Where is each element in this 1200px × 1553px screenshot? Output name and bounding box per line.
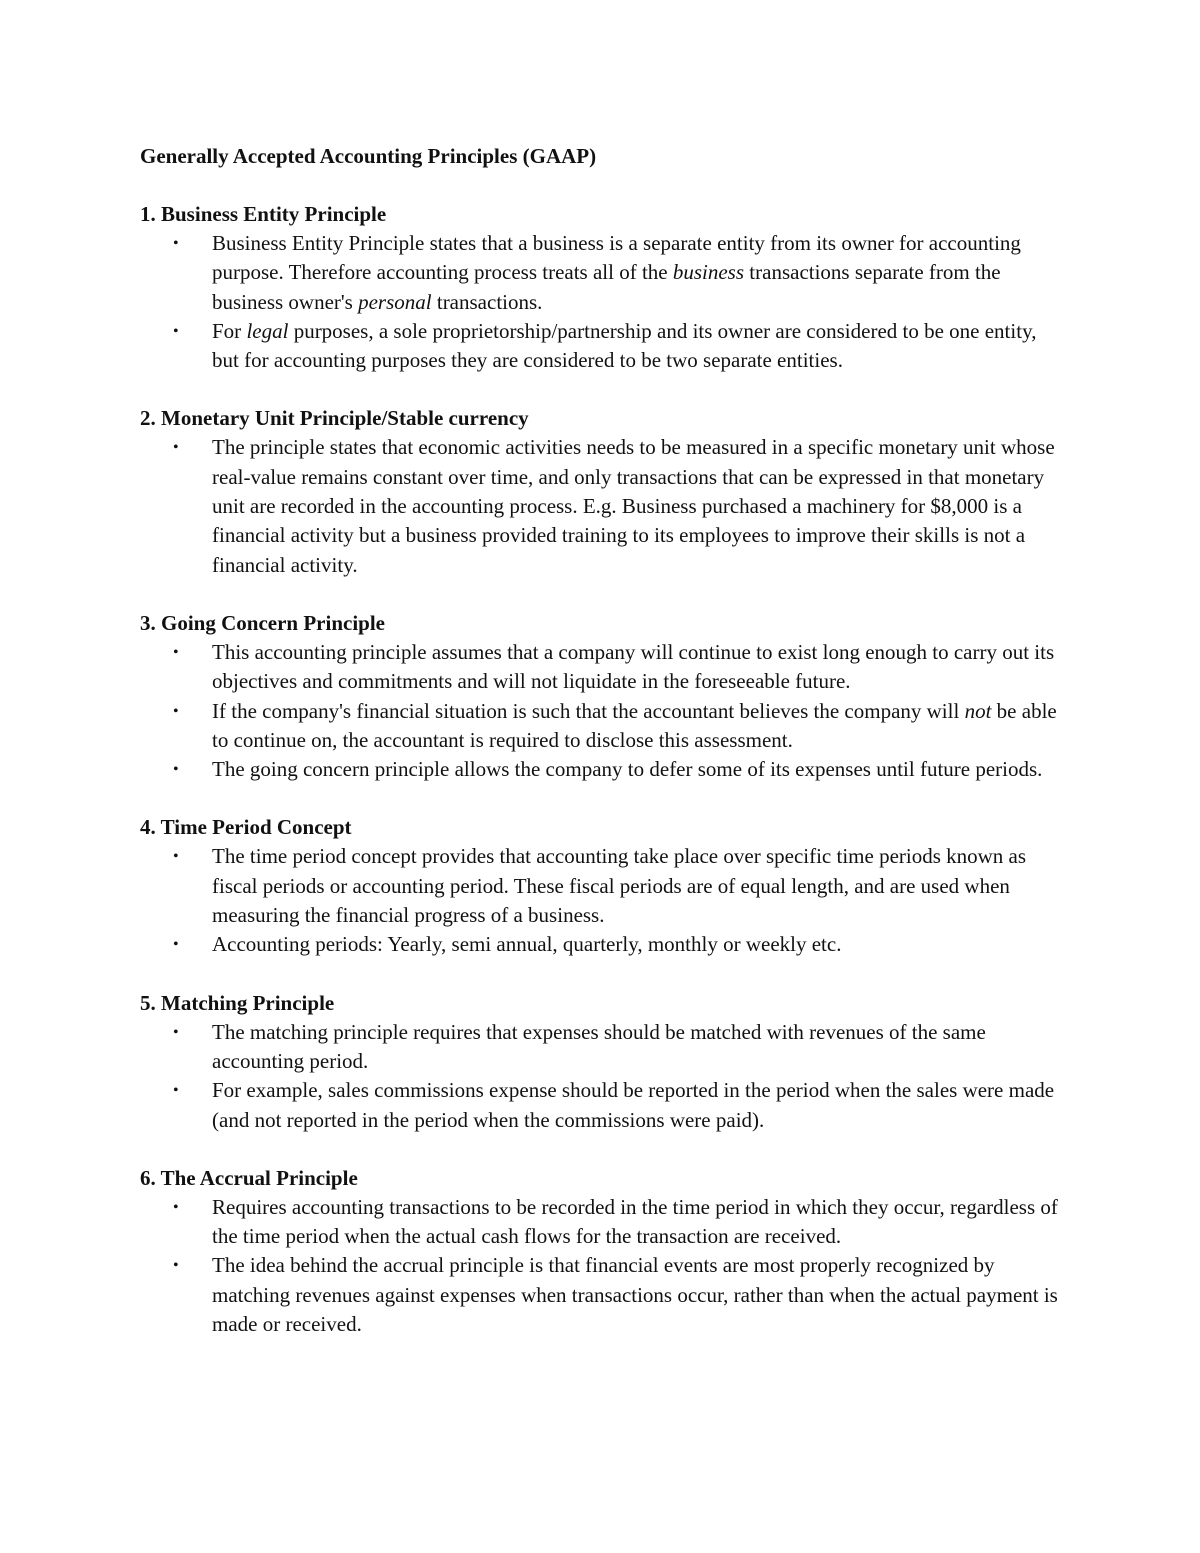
- bullet-icon: •: [173, 643, 179, 661]
- bullet-list: [140, 433, 1060, 579]
- bullet-text: be able to continue on, the accountant is required to disclose this assessment.: [212, 698, 1057, 752]
- bullet-item: [140, 1251, 1060, 1339]
- bullet-item: [140, 1018, 1060, 1077]
- section-3: [140, 609, 1060, 784]
- section-heading: 2. Monetary Unit Principle/Stable currency: [140, 406, 529, 431]
- bullet-list: [140, 842, 1060, 959]
- section-5: [140, 989, 1060, 1135]
- bullet-text: The principle states that economic activities needs to be measured in a specific monetary unit whose real-value remains constant over time, and only transactions that can be expressed in that monetary unit are recorded in the accounting process. E.g. Business purchased a machinery for $8,000 is a financial activity but a business provided training to its employees to improve their skills is not a financial activity.: [212, 435, 1055, 577]
- section-6: [140, 1164, 1060, 1339]
- bullet-icon: •: [173, 936, 179, 954]
- emphasized-text: personal: [358, 289, 432, 314]
- emphasized-text: legal: [246, 318, 289, 343]
- bullet-text: The matching principle requires that expenses should be matched with revenues of the same accounting period.: [212, 1019, 986, 1073]
- emphasized-text: business: [672, 260, 745, 285]
- bullet-icon: •: [173, 702, 179, 720]
- bullet-list: [140, 229, 1060, 375]
- bullet-icon: •: [173, 848, 179, 866]
- section-heading: 4. Time Period Concept: [140, 815, 352, 840]
- bullet-list: [140, 1193, 1060, 1339]
- bullet-text: transactions separate from the business owner's: [212, 260, 1001, 314]
- bullet-item: [140, 229, 1060, 317]
- bullet-list: [140, 638, 1060, 784]
- bullet-text: Accounting periods: Yearly, semi annual, quarterly, monthly or weekly etc.: [212, 932, 842, 957]
- section-2: [140, 404, 1060, 579]
- bullet-icon: •: [173, 235, 179, 252]
- bullet-text: The time period concept provides that accounting take place over specific time periods known as fiscal periods or accounting period. These fiscal periods are of equal length, and are used when measuring the financial progress of a business.: [212, 844, 1027, 928]
- bullet-text: transactions.: [431, 289, 543, 314]
- bullet-text: purposes, a sole proprietorship/partnership and its owner are considered to be one entity, but for accounting purposes they are considered to be two separate entities.: [212, 318, 1037, 373]
- bullet-item: [140, 842, 1060, 930]
- document-title: Generally Accepted Accounting Principles (GAAP): [140, 144, 597, 168]
- bullet-text: For example, sales commissions expense should be reported in the period when the sales were made (and not reported in the period when the commissions were paid).: [212, 1078, 1055, 1132]
- bullet-icon: •: [173, 1023, 179, 1041]
- bullet-icon: •: [173, 761, 179, 779]
- section-4: [140, 813, 1060, 959]
- bullet-text: If the company's financial situation is such that the accountant believes the company will: [212, 698, 965, 723]
- emphasized-text: not: [964, 698, 992, 723]
- bullet-text: Business Entity Principle states that a business is a separate entity from its owner for accounting purpose. Therefore accounting process treats all of the: [212, 231, 1021, 285]
- bullet-item: [140, 433, 1060, 579]
- bullet-text: The going concern principle allows the company to defer some of its expenses until future periods.: [212, 757, 1043, 782]
- bullet-icon: •: [173, 1082, 179, 1100]
- bullet-item: [140, 1076, 1060, 1135]
- sections-container: [140, 200, 1060, 1339]
- bullet-icon: •: [173, 439, 179, 457]
- bullet-text: This accounting principle assumes that a company will continue to exist long enough to carry out its objectives and commitments and will not liquidate in the foreseeable future.: [212, 639, 1055, 694]
- bullet-item: [140, 317, 1060, 376]
- bullet-item: [140, 638, 1060, 697]
- bullet-item: [140, 930, 1060, 959]
- bullet-icon: •: [173, 1257, 179, 1275]
- bullet-item: [140, 1193, 1060, 1252]
- document-page: [140, 142, 1060, 1368]
- section-heading: 3. Going Concern Principle: [140, 610, 385, 635]
- bullet-text: The idea behind the accrual principle is that financial events are most properly recognized by matching revenues against expenses when transactions occur, rather than when the actual payment is made or received.: [212, 1253, 1058, 1337]
- bullet-item: [140, 755, 1060, 784]
- bullet-item: [140, 697, 1060, 756]
- bullet-icon: •: [173, 322, 179, 340]
- bullet-list: [140, 1018, 1060, 1135]
- section-1: [140, 200, 1060, 375]
- section-heading: 6. The Accrual Principle: [140, 1165, 358, 1190]
- bullet-text: For: [212, 318, 247, 343]
- section-heading: 1. Business Entity Principle: [140, 202, 387, 226]
- bullet-text: Requires accounting transactions to be recorded in the time period in which they occur, regardless of the time period when the actual cash flows for the transaction are received.: [212, 1194, 1058, 1249]
- bullet-icon: •: [173, 1198, 179, 1216]
- section-heading: 5. Matching Principle: [140, 990, 335, 1015]
